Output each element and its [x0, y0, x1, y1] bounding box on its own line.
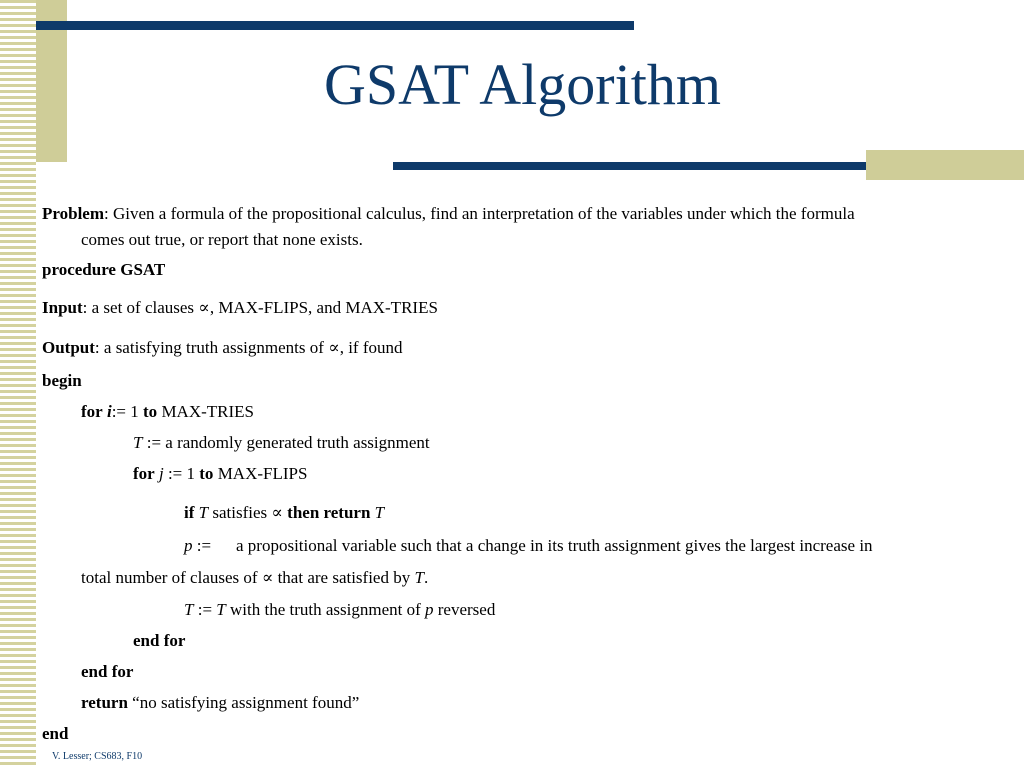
proportional-symbol: ∝ — [261, 568, 274, 588]
end-for-inner: end for — [133, 631, 186, 650]
p-description: a propositional variable such that a change in its truth assignment gives the largest increase in — [236, 536, 873, 555]
if-satisfies-line: if T satisfies ∝ then return T — [184, 503, 385, 523]
footer-credit: V. Lesser; CS683, F10 — [52, 751, 143, 762]
decorative-bar-top — [36, 21, 634, 30]
t-random-line: T := a randomly generated truth assignment — [133, 433, 430, 452]
end-keyword: end — [42, 724, 69, 743]
p-assign-line: p := — [184, 536, 212, 555]
for-i-line: for i:= 1 to MAX-TRIES — [81, 402, 254, 421]
t-flip-line: T := T with the truth assignment of p reversed — [184, 600, 496, 619]
problem-label: Problem — [42, 204, 105, 223]
problem-line — [42, 203, 855, 225]
return-line: return “no satisfying assignment found” — [81, 693, 360, 712]
for-j-line: for j := 1 to MAX-FLIPS — [133, 464, 308, 483]
end-for-outer: end for — [81, 662, 134, 681]
slide-title: GSAT Algorithm — [324, 52, 721, 117]
total-clauses-line: total number of clauses of ∝ that are satisfied by T. — [81, 568, 429, 588]
problem-continuation: comes out true, or report that none exists. — [81, 230, 363, 249]
decorative-block-right — [866, 150, 1024, 180]
input-label: Input — [42, 298, 83, 317]
input-line: Input: a set of clauses ∝, MAX-FLIPS, and MAX-TRIES — [42, 298, 438, 318]
begin-keyword: begin — [42, 371, 82, 390]
procedure-heading: procedure GSAT — [42, 260, 166, 279]
problem-text: : Given a formula of the propositional calculus, find an interpretation of the variables under which the formula — [104, 204, 855, 223]
proportional-symbol: ∝ — [328, 338, 340, 358]
output-line: Output: a satisfying truth assignments of ∝, if found — [42, 338, 403, 358]
proportional-symbol: ∝ — [271, 503, 283, 523]
proportional-symbol: ∝ — [198, 298, 210, 318]
output-label: Output — [42, 338, 95, 357]
decorative-stripes — [0, 0, 36, 768]
